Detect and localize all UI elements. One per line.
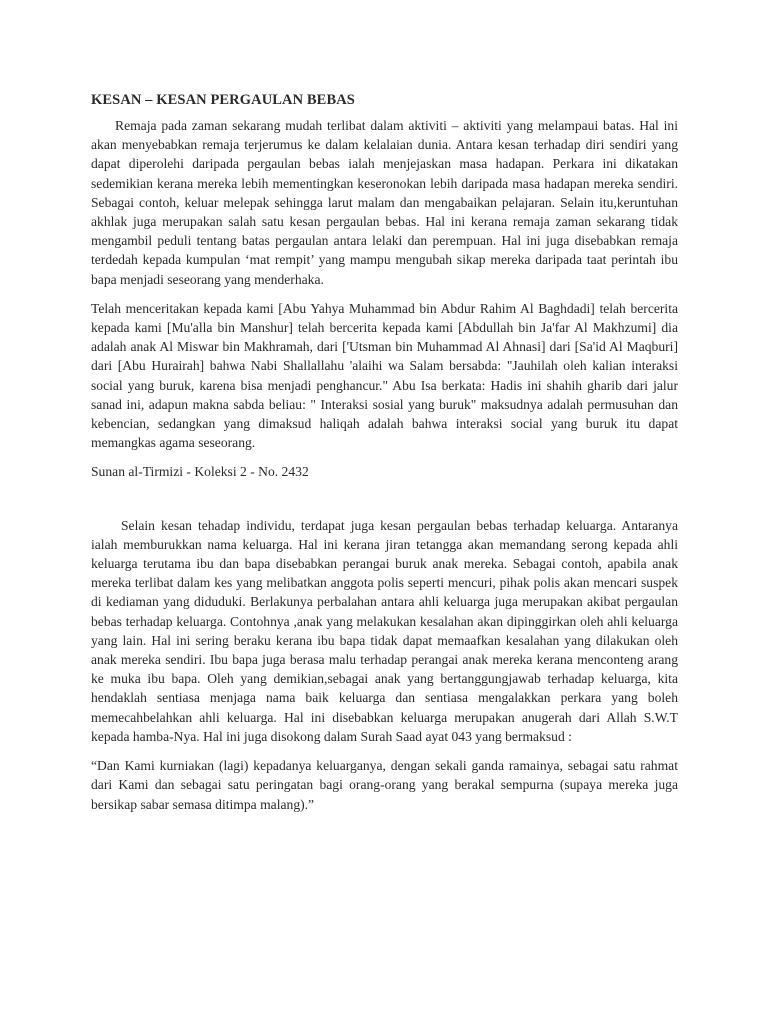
section-spacer [91, 482, 678, 516]
paragraph-hadith: Telah menceritakan kepada kami [Abu Yahya Muhammad bin Abdur Rahim Al Baghdadi] telah bercerita kepada kami [Mu'alla bin Manshur] telah bercerita kepada kami [Abdullah bin Ja'far Al Makhzumi] dia adalah anak Al Miswar bin Makhramah, dari ['Utsman bin Muhammad Al Ahnasi] dari [Sa'id Al Maqburi] dari [Abu Hurairah] bahwa Nabi Shallallahu 'alaihi wa Salam bersabda: "Jauhilah oleh kalian interaksi social yang buruk, karena bisa menjadi penghancur." Abu Isa berkata: Hadis ini shahih gharib dari jalur sanad ini, adapun makna sabda beliau: " Interaksi sosial yang buruk" maksudnya adalah permusuhan dan kebencian, sedangkan yang dimaksud haliqah adalah bahwa interaksi social yang buruk itu dapat memangkas agama seseorang. [91, 300, 678, 451]
paragraph-self-effects: Remaja pada zaman sekarang mudah terlibat dalam aktiviti – aktiviti yang melampaui batas. Hal ini akan menyebabkan remaja terjerumus ke dalam kelalaian dunia. Antara kesan terhadap diri sendiri yang dapat diperolehi daripada pergaulan bebas ialah menjejaskan masa hadapan. Perkara ini dikatakan sedemikian kerana mereka lebih mementingkan keseronokan lebih daripada masa hadapan mereka sendiri. Sebagai contoh, keluar melepak sehingga larut malam dan mengabaikan pelajaran. Selain itu,keruntuhan akhlak juga merupakan salah satu kesan pergaulan bebas. Hal ini kerana remaja zaman sekarang tidak mengambil peduli tentang batas pergaulan antara lelaki dan perempuan. Hal ini juga disebabkan remaja terdedah kepada kumpulan ‘mat rempit’ yang mampu mengubah sikap mereka daripada taat perintah ibu bapa menjadi seseorang yang menderhaka. [91, 118, 678, 287]
paragraph-quran-quote: “Dan Kami kurniakan (lagi) kepadanya keluarganya, dengan sekali ganda ramainya, sebagai satu rahmat dari Kami dan sebagai satu peringatan bagi orang-orang yang berakal sempurna (supaya mereka juga bersikap sabar semasa ditimpa malang).” [91, 758, 678, 812]
document-page [91, 92, 678, 814]
document-title: KESAN – KESAN PERGAULAN BEBAS [91, 92, 355, 108]
paragraph-family-effects: Selain kesan tehadap individu, terdapat juga kesan pergaulan bebas terhadap keluarga. Antaranya ialah memburukkan nama keluarga. Hal ini kerana jiran tetangga akan memandang serong kepada ahli keluarga terutama ibu dan bapa disebabkan perangai buruk anak mereka. Sebagai contoh, apabila anak mereka terlibat dalam kes yang melibatkan anggota polis seperti mencuri, pihak polis akan mencari suspek di kediaman yang diduduki. Berlakunya perbalahan antara ahli keluarga juga merupakan akibat pergaulan bebas terhadap keluarga. Contohnya ,anak yang melakukan kesalahan akan dipinggirkan oleh ahli keluarga yang lain. Hal ini sering beraku kerana ibu bapa tidak dapat memaafkan kesalahan yang dilakukan oleh anak mereka sendiri. Ibu bapa juga berasa malu terhadap perangai anak mereka kerana menconteng arang ke muka ibu bapa. Oleh yang demikian,sebagai anak yang bertanggungjawab terhadap keluarga, kita hendaklah sentiasa menjaga nama baik keluarga dan sentiasa mengalakkan perkara yang boleh memecahbelahkan ahli keluarga. Hal ini disebabkan keluarga merupakan anugerah dari Allah S.W.T kepada hamba-Nya. Hal ini juga disokong dalam Surah Saad ayat 043 yang bermaksud : [91, 517, 678, 744]
hadith-citation: Sunan al-Tirmizi - Koleksi 2 - No. 2432 [91, 464, 309, 480]
